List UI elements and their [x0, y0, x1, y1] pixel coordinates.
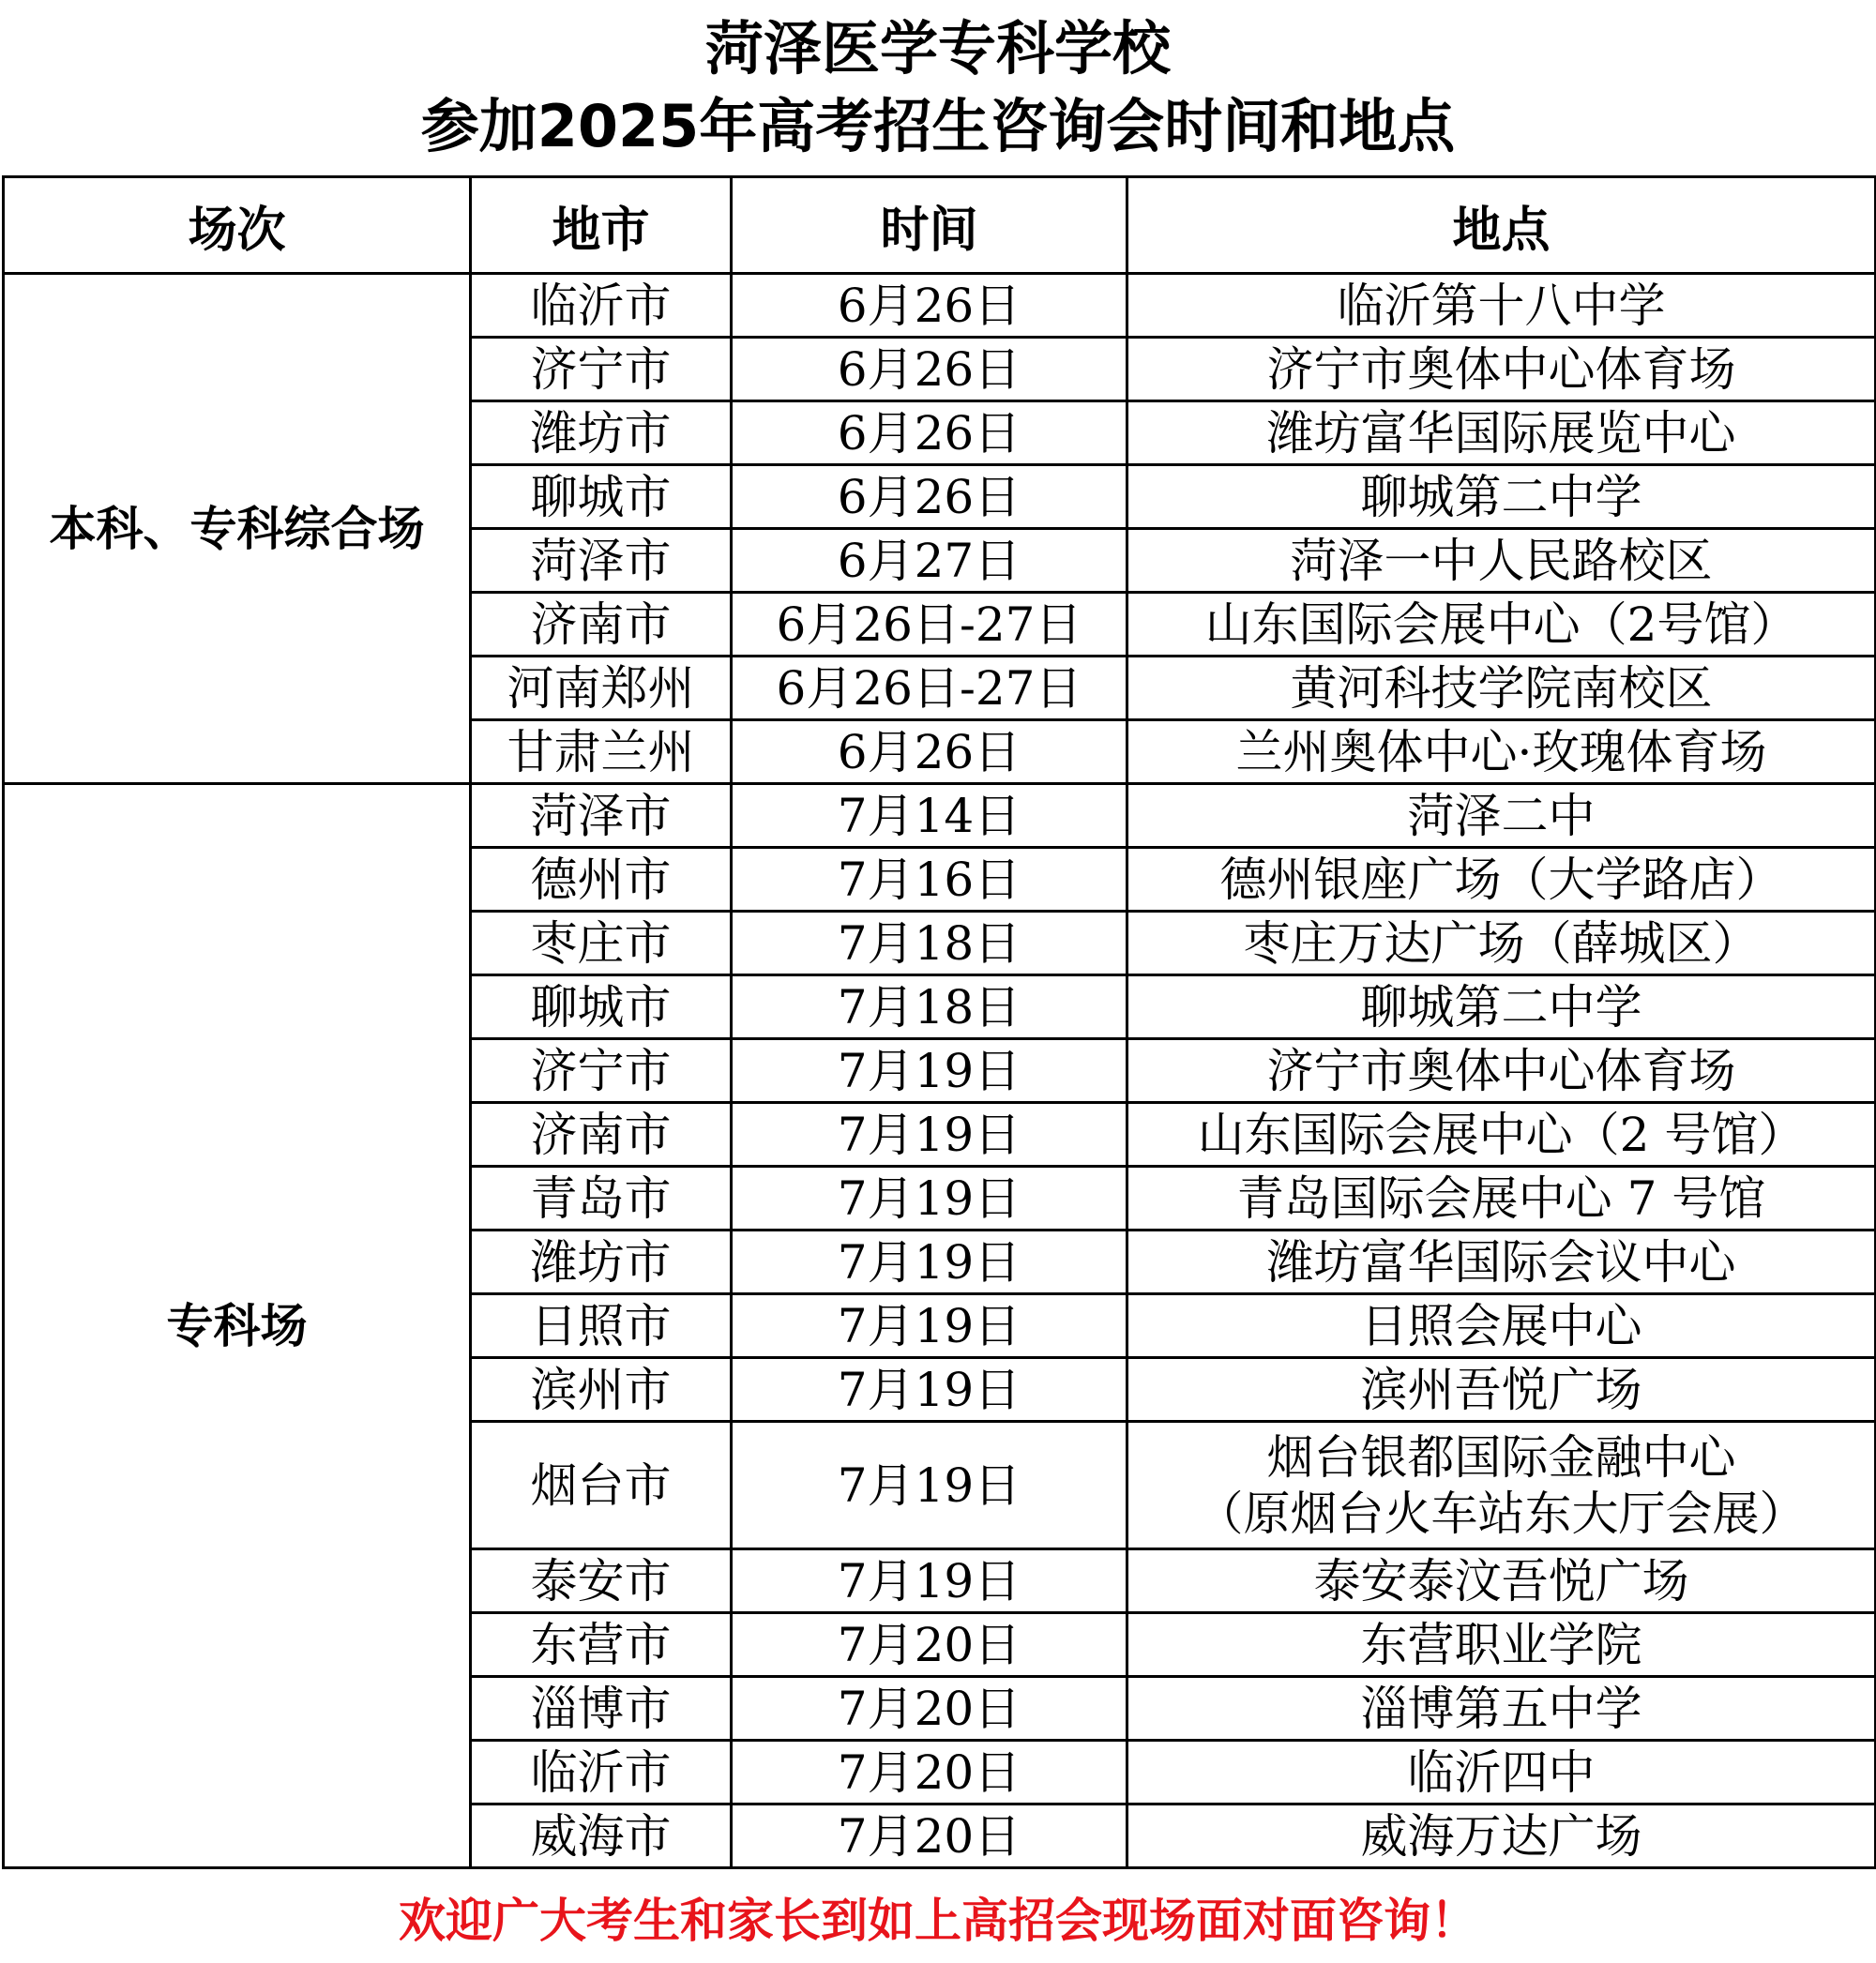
- venue-cell: 聊城第二中学: [1127, 975, 1876, 1039]
- time-cell: 7月20日: [732, 1741, 1127, 1804]
- city-cell: 聊城市: [471, 465, 732, 529]
- time-cell: 7月18日: [732, 975, 1127, 1039]
- time-cell: 6月26日: [732, 274, 1127, 338]
- venue-cell: 山东国际会展中心（2 号馆）: [1127, 1103, 1876, 1167]
- venue-cell: 临沂四中: [1127, 1741, 1876, 1804]
- time-cell: 7月14日: [732, 784, 1127, 848]
- venue-cell: 青岛国际会展中心 7 号馆: [1127, 1167, 1876, 1231]
- footer-note: 欢迎广大考生和家长到如上高招会现场面对面咨询！: [399, 1894, 1477, 1948]
- city-cell: 菏泽市: [471, 784, 732, 848]
- venue-cell: 潍坊富华国际展览中心: [1127, 401, 1876, 465]
- time-cell: 6月26日: [732, 465, 1127, 529]
- time-cell: 6月27日: [732, 529, 1127, 593]
- time-cell: 6月26日: [732, 401, 1127, 465]
- page-title: 菏泽医学专科学校: [704, 14, 1171, 83]
- time-cell: 6月26日-27日: [732, 657, 1127, 720]
- city-cell: 枣庄市: [471, 912, 732, 975]
- time-cell: 7月19日: [732, 1039, 1127, 1103]
- table-body: [4, 274, 1876, 1868]
- header-session: 场次: [4, 177, 471, 274]
- city-cell: 菏泽市: [471, 529, 732, 593]
- city-cell: 东营市: [471, 1613, 732, 1677]
- venue-cell: 黄河科技学院南校区: [1127, 657, 1876, 720]
- city-cell: 聊城市: [471, 975, 732, 1039]
- city-cell: 泰安市: [471, 1549, 732, 1613]
- time-cell: 7月19日: [732, 1549, 1127, 1613]
- time-cell: 7月20日: [732, 1677, 1127, 1741]
- venue-cell: 滨州吾悦广场: [1127, 1358, 1876, 1422]
- city-cell: 济南市: [471, 593, 732, 657]
- city-cell: 济宁市: [471, 338, 732, 401]
- time-cell: 7月19日: [732, 1422, 1127, 1549]
- time-cell: 7月20日: [732, 1804, 1127, 1868]
- time-cell: 7月19日: [732, 1167, 1127, 1231]
- city-cell: 淄博市: [471, 1677, 732, 1741]
- table-header-row: [4, 177, 1876, 274]
- venue-cell: 德州银座广场（大学路店）: [1127, 848, 1876, 912]
- city-cell: 烟台市: [471, 1422, 732, 1549]
- venue-cell: 兰州奥体中心·玫瑰体育场: [1127, 720, 1876, 784]
- city-cell: 日照市: [471, 1294, 732, 1358]
- city-cell: 德州市: [471, 848, 732, 912]
- table-row: [4, 274, 1876, 338]
- venue-cell: 日照会展中心: [1127, 1294, 1876, 1358]
- venue-cell: 济宁市奥体中心体育场: [1127, 338, 1876, 401]
- session-cell: 本科、专科综合场: [4, 274, 471, 784]
- header-time: 时间: [732, 177, 1127, 274]
- city-cell: 临沂市: [471, 1741, 732, 1804]
- time-cell: 6月26日-27日: [732, 593, 1127, 657]
- venue-cell: 枣庄万达广场（薛城区）: [1127, 912, 1876, 975]
- venue-cell: 潍坊富华国际会议中心: [1127, 1231, 1876, 1294]
- venue-cell: 菏泽一中人民路校区: [1127, 529, 1876, 593]
- time-cell: 7月19日: [732, 1103, 1127, 1167]
- time-cell: 6月26日: [732, 720, 1127, 784]
- venue-cell: 山东国际会展中心（2号馆）: [1127, 593, 1876, 657]
- time-cell: 7月19日: [732, 1358, 1127, 1422]
- venue-cell: 泰安泰汶吾悦广场: [1127, 1549, 1876, 1613]
- city-cell: 甘肃兰州: [471, 720, 732, 784]
- header-city: 地市: [471, 177, 732, 274]
- city-cell: 威海市: [471, 1804, 732, 1868]
- time-cell: 7月16日: [732, 848, 1127, 912]
- venue-cell: [1127, 1422, 1876, 1549]
- venue-line-1: 烟台银都国际金融中心: [1266, 1429, 1736, 1485]
- time-cell: 7月18日: [732, 912, 1127, 975]
- city-cell: 滨州市: [471, 1358, 732, 1422]
- time-cell: 7月19日: [732, 1231, 1127, 1294]
- city-cell: 济南市: [471, 1103, 732, 1167]
- time-cell: 7月20日: [732, 1613, 1127, 1677]
- header-venue: 地点: [1127, 177, 1876, 274]
- venue-line-2: （原烟台火车站东大厅会展）: [1196, 1486, 1807, 1541]
- city-cell: 潍坊市: [471, 401, 732, 465]
- venue-cell: 淄博第五中学: [1127, 1677, 1876, 1741]
- page-subtitle: 参加2025年高考招生咨询会时间和地点: [420, 92, 1456, 160]
- time-cell: 7月19日: [732, 1294, 1127, 1358]
- time-cell: 6月26日: [732, 338, 1127, 401]
- session-cell: 专科场: [4, 784, 471, 1868]
- table-row: [4, 784, 1876, 848]
- venue-cell: 东营职业学院: [1127, 1613, 1876, 1677]
- schedule-table: [2, 175, 1876, 1869]
- city-cell: 临沂市: [471, 274, 732, 338]
- city-cell: 河南郑州: [471, 657, 732, 720]
- city-cell: 青岛市: [471, 1167, 732, 1231]
- venue-cell: 威海万达广场: [1127, 1804, 1876, 1868]
- city-cell: 潍坊市: [471, 1231, 732, 1294]
- city-cell: 济宁市: [471, 1039, 732, 1103]
- venue-cell: 聊城第二中学: [1127, 465, 1876, 529]
- venue-cell: 济宁市奥体中心体育场: [1127, 1039, 1876, 1103]
- venue-cell: 菏泽二中: [1127, 784, 1876, 848]
- venue-cell: 临沂第十八中学: [1127, 274, 1876, 338]
